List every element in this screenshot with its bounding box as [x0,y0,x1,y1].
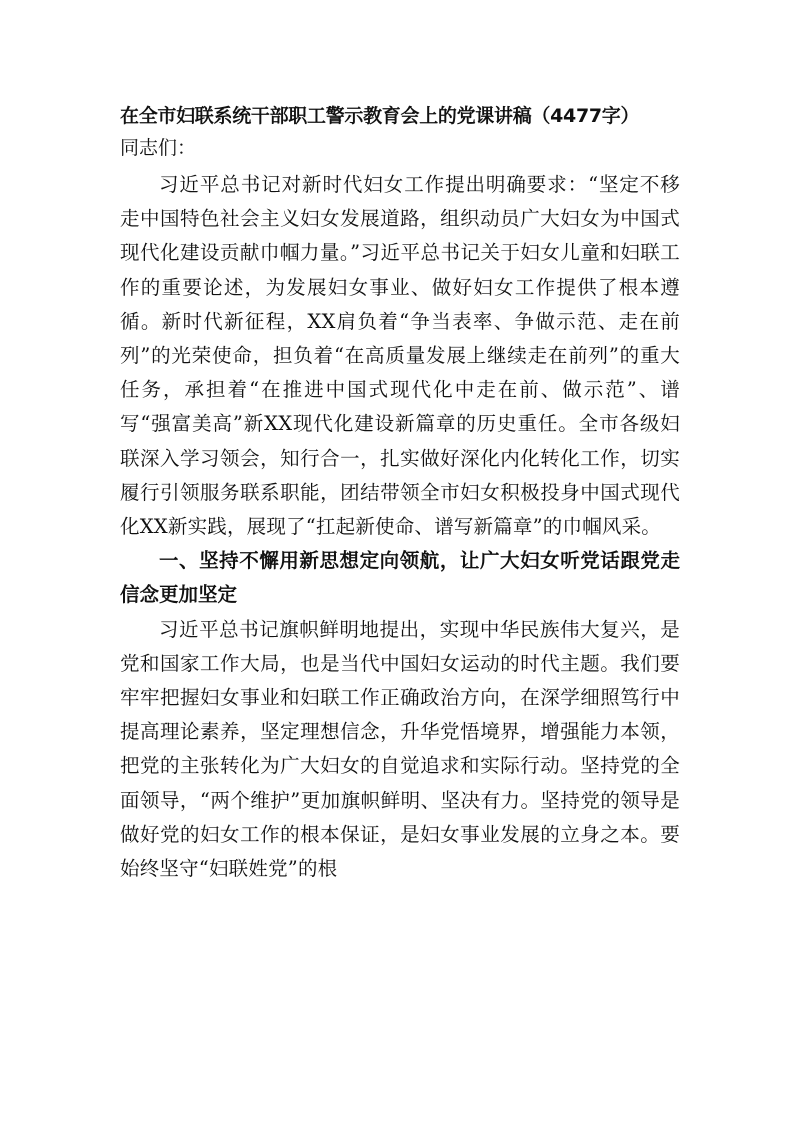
document-page [120,100,680,886]
document-title: 在全市妇联系统干部职工警示教育会上的党课讲稿（4477字） [120,105,640,127]
body-paragraph-2: 习近平总书记旗帜鲜明地提出，实现中华民族伟大复兴，是党和国家工作大局，也是当代中国妇女运动的时代主题。我们要牢牢把握妇女事业和妇联工作正确政治方向，在深学细照笃行中提高理论素养，坚定理想信念，升华党悟境界，增强能力本领，把党的主张转化为广大妇女的自觉追求和实际行动。坚持党的全面领导，“两个维护”更加旗帜鲜明、坚决有力。坚持党的领导是做好党的妇女工作的根本保证，是妇女事业发展的立身之本。要始终坚守“妇联姓党”的根 [120,617,680,881]
section-heading-1: 一、坚持不懈用新思想定向领航，让广大妇女听党话跟党走信念更加坚定 [120,549,680,607]
body-paragraph-1: 习近平总书记对新时代妇女工作提出明确要求：“坚定不移走中国特色社会主义妇女发展道路，组织动员广大妇女为中国式现代化建设贡献巾帼力量。”习近平总书记关于妇女儿童和妇联工作的重要论述，为发展妇女事业、做好妇女工作提供了根本遵循。新时代新征程，XX肩负着“争当表率、争做示范、走在前列”的光荣使命，担负着“在高质量发展上继续走在前列”的重大任务，承担着“在推进中国式现代化中走在前、做示范”、谱写“强富美高”新XX现代化建设新篇章的历史重任。全市各级妇联深入学习领会，知行合一，扎实做好深化内化转化工作，切实履行引领服务联系职能，团结带领全市妇女积极投身中国式现代化XX新实践，展现了“扛起新使命、谱写新篇章”的巾帼风采。 [120,173,680,539]
salutation: 同志们： [120,137,197,159]
